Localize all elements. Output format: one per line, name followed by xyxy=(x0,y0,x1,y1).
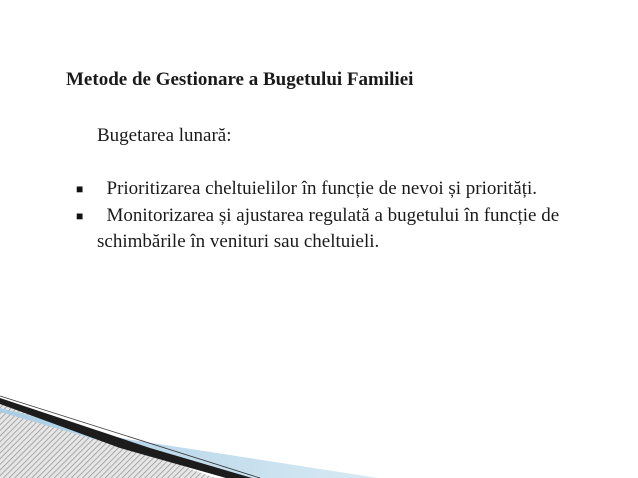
bullet-text: Monitorizarea și ajustarea regulată a bugetului în funcție de schimbările în venituri sau cheltuieli. xyxy=(97,204,564,252)
slide-subtitle: Bugetarea lunară: xyxy=(97,125,232,146)
square-bullet-icon: ■ xyxy=(76,208,84,223)
square-bullet-icon: ■ xyxy=(76,182,84,196)
slide-title: Metode de Gestionare a Bugetului Familiei xyxy=(66,69,414,90)
list-item xyxy=(76,203,576,256)
bullet-list xyxy=(76,176,576,256)
bullet-text: Prioritizarea cheltuielilor în funcție de nevoi și priorități. xyxy=(97,178,538,199)
list-item xyxy=(76,176,576,203)
